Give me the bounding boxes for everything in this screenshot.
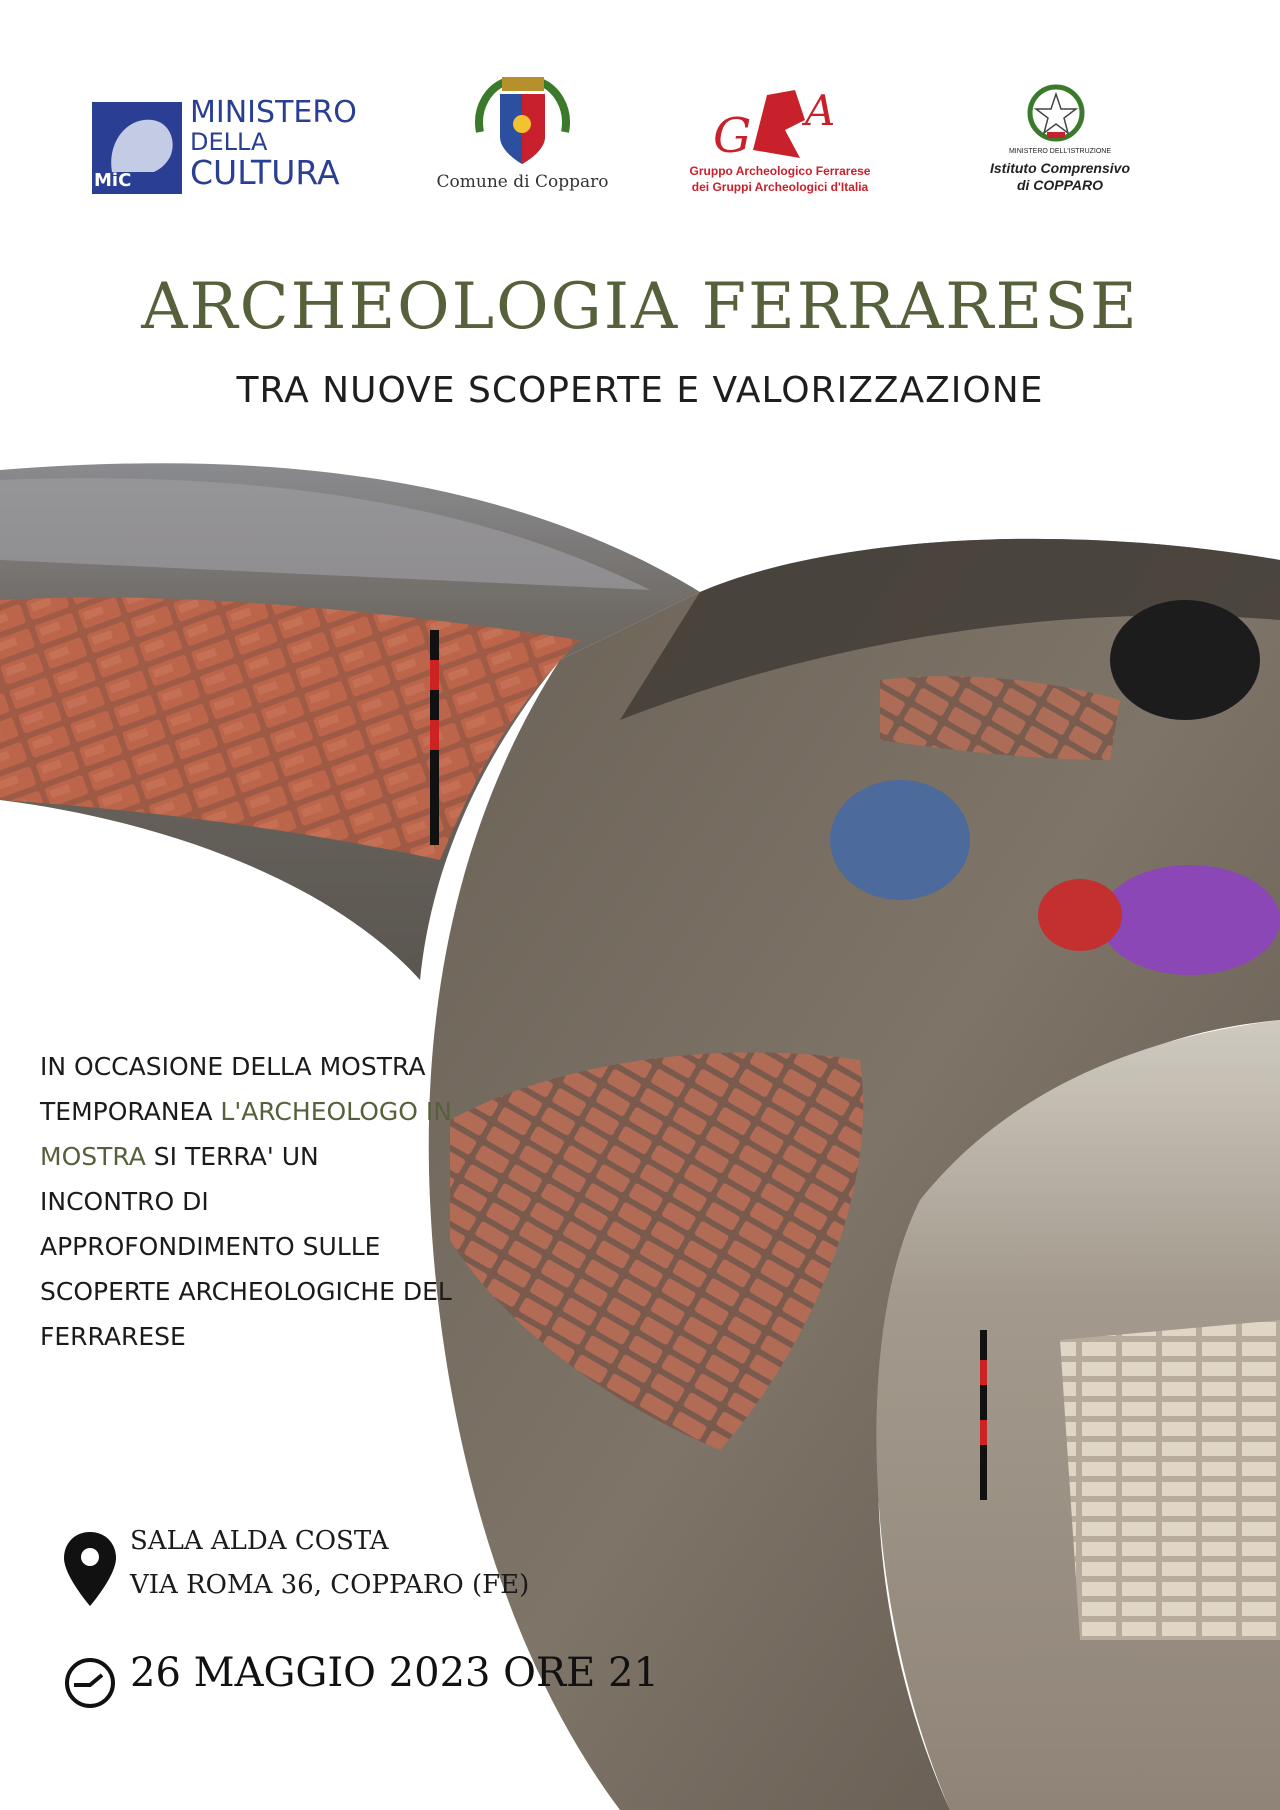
location-venue: SALA ALDA COSTA	[130, 1526, 389, 1556]
event-date: 26 MAGGIO 2023 ORE 21	[130, 1650, 659, 1696]
description-part1: IN OCCASIONE DELLA MOSTRA TEMPORANEA	[40, 1052, 426, 1126]
svg-text:A: A	[805, 86, 836, 135]
gaf-line1: Gruppo Archeologico Ferrarese	[689, 164, 871, 178]
location-pin-icon	[62, 1530, 118, 1610]
mic-line1: MINISTERO	[190, 95, 357, 130]
mic-logo-text	[190, 96, 357, 191]
description-part2: SI TERRA' UN INCONTRO DI APPROFONDIMENTO SULLE SCOPERTE ARCHEOLOGICHE DEL FERRARESE	[40, 1142, 452, 1351]
italian-emblem-icon	[1025, 82, 1087, 144]
copparo-crest-icon	[470, 72, 575, 172]
location-address: VIA ROMA 36, COPPARO (FE)	[130, 1570, 530, 1600]
clock-icon	[62, 1655, 118, 1711]
istituto-line3: di COPPARO	[1016, 177, 1104, 193]
mic-abbr: MiC	[94, 170, 132, 191]
page-subtitle: TRA NUOVE SCOPERTE E VALORIZZAZIONE	[236, 370, 1044, 411]
copparo-label: Comune di Copparo	[436, 172, 609, 192]
gaf-line2: dei Gruppi Archeologici d'Italia	[691, 180, 869, 194]
istituto-line2: Istituto Comprensivo	[989, 160, 1130, 176]
mic-line3: CULTURA	[190, 153, 340, 192]
event-description	[40, 1044, 460, 1359]
gaf-logo-icon	[705, 80, 855, 165]
mic-line2: DELLA	[190, 128, 268, 156]
exhibition-name: L'ARCHEOLOGO IN MOSTRA	[40, 1097, 452, 1171]
istituto-line1: MINISTERO DELL'ISTRUZIONE	[1008, 148, 1112, 155]
page-title: ARCHEOLOGIA FERRARESE	[141, 270, 1139, 344]
svg-text:G: G	[713, 108, 752, 164]
